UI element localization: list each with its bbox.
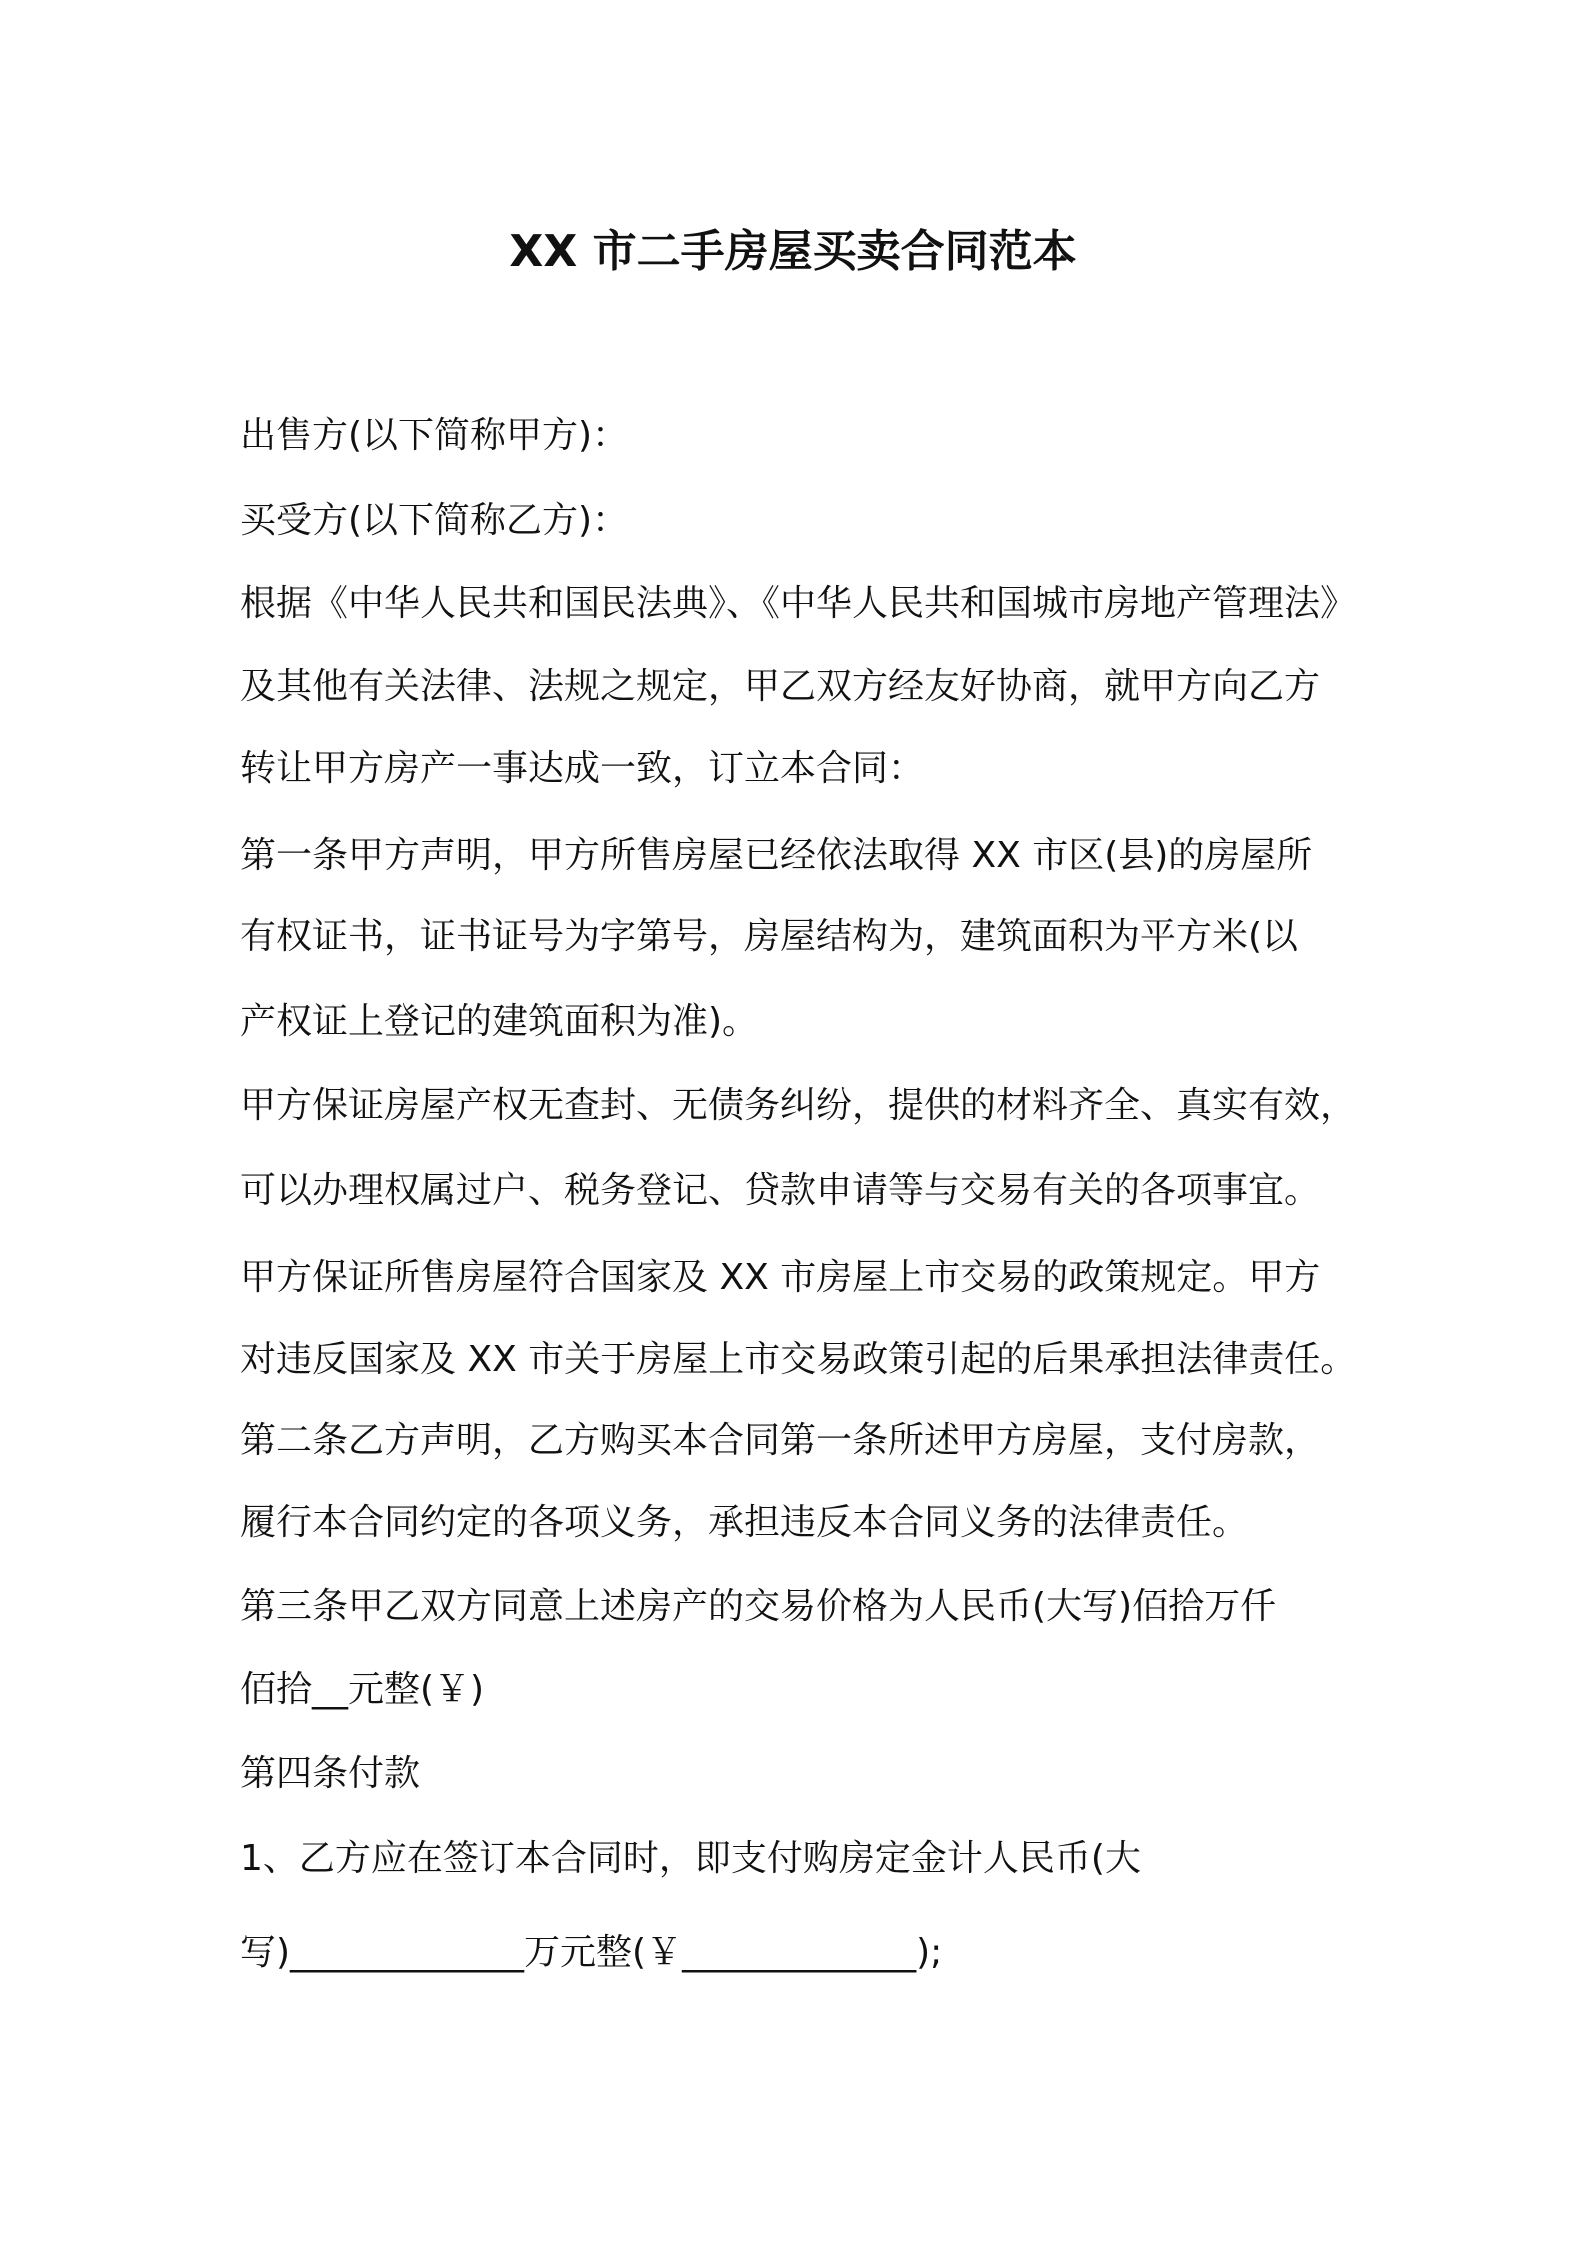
paragraph-line: 根据《中华人民共和国民法典》、《中华人民共和国城市房地产管理法》 bbox=[240, 583, 1357, 624]
paragraph-line: 及其他有关法律、法规之规定，甲乙双方经友好协商，就甲方向乙方 bbox=[240, 666, 1321, 707]
article-4-heading: 第四条付款 bbox=[240, 1753, 421, 1794]
article-1-line: 有权证书，证书证号为字第号，房屋结构为，建筑面积为平方米(以 bbox=[240, 916, 1299, 957]
paragraph-line: 甲方保证房屋产权无查封、无债务纠纷，提供的材料齐全、真实有效， bbox=[240, 1085, 1357, 1126]
seller-line: 出售方(以下简称甲方)： bbox=[240, 415, 629, 456]
payment-item-line: 1、乙方应在签订本合同时，即支付购房定金计人民币(大 bbox=[240, 1838, 1141, 1879]
paragraph-line: 转让甲方房产一事达成一致，订立本合同： bbox=[240, 748, 925, 789]
paragraph-line: 可以办理权属过户、税务登记、贷款申请等与交易有关的各项事宜。 bbox=[240, 1170, 1321, 1211]
article-2-line: 履行本合同约定的各项义务，承担违反本合同义务的法律责任。 bbox=[240, 1502, 1249, 1543]
paragraph-line: 甲方保证所售房屋符合国家及 XX 市房屋上市交易的政策规定。甲方 bbox=[240, 1257, 1321, 1298]
payment-item-line: 写)_____________万元整(￥_____________); bbox=[240, 1932, 943, 1973]
paragraph-line: 对违反国家及 XX 市关于房屋上市交易政策引起的后果承担法律责任。 bbox=[240, 1339, 1357, 1380]
article-1-line: 产权证上登记的建筑面积为准)。 bbox=[240, 1001, 759, 1042]
document-title: XX 市二手房屋买卖合同范本 bbox=[509, 226, 1077, 277]
article-3-line: 第三条甲乙双方同意上述房产的交易价格为人民币(大写)佰拾万仟 bbox=[240, 1586, 1277, 1627]
article-2-line: 第二条乙方声明，乙方购买本合同第一条所述甲方房屋，支付房款， bbox=[240, 1420, 1321, 1461]
buyer-line: 买受方(以下简称乙方)： bbox=[240, 500, 629, 541]
article-3-line: 佰拾__元整(￥) bbox=[240, 1669, 485, 1710]
article-1-line: 第一条甲方声明，甲方所售房屋已经依法取得 XX 市区(县)的房屋所 bbox=[240, 835, 1313, 876]
